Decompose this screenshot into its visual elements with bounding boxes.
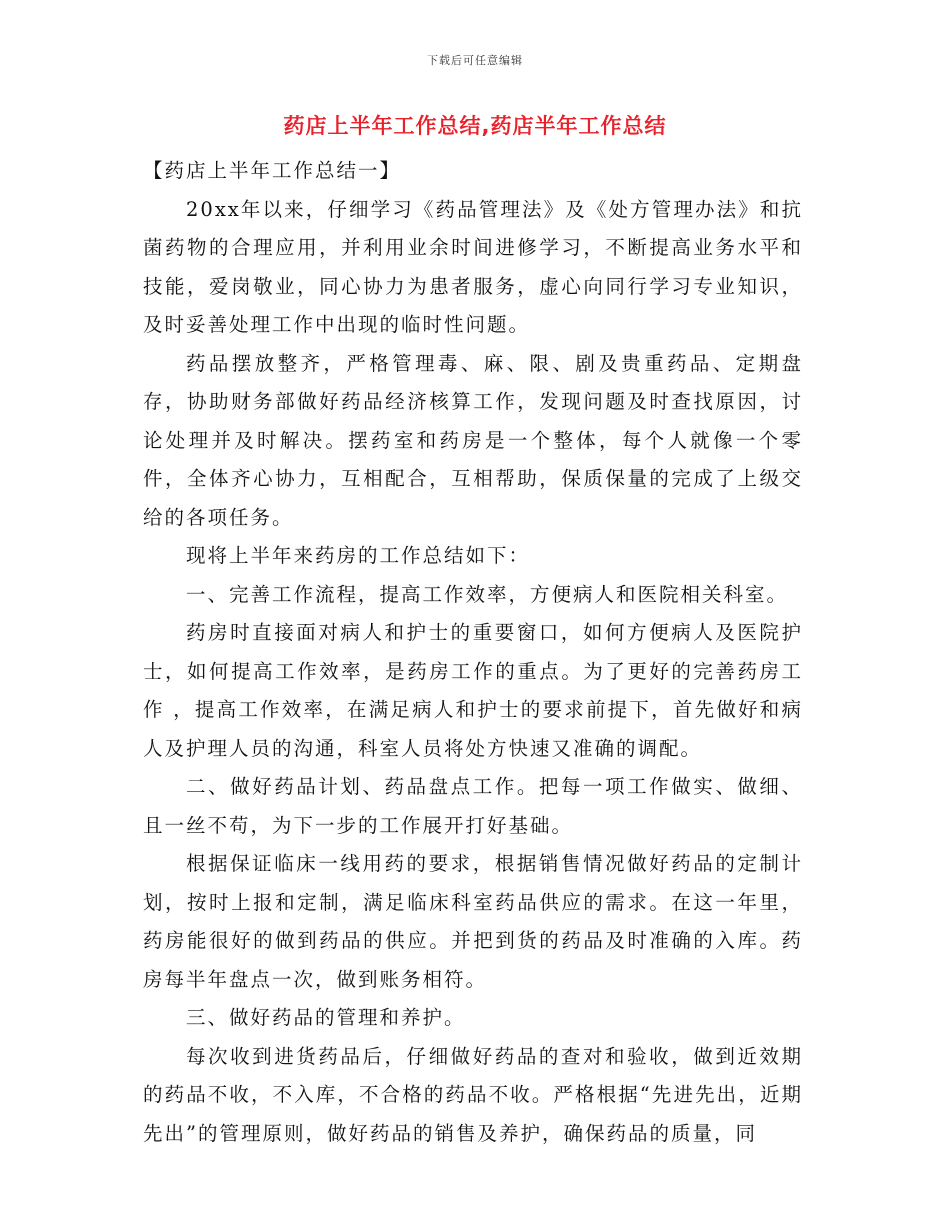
document-title: 药店上半年工作总结,药店半年工作总结 — [283, 114, 667, 138]
paragraph: 20xx年以来，仔细学习《药品管理法》及《处方管理办法》和抗菌药物的合理应用，并利用业余时间进修学习，不断提高业务水平和技能，爱岗敬业，同心协力为患者服务，虚心向同行学习专业知识，及时妥善处理工作中出现的临时性问题。 — [143, 197, 803, 336]
paragraph: 根据保证临床一线用药的要求，根据销售情况做好药品的定制计划，按时上报和定制，满足临床科室药品供应的需求。在这一年里，药房能很好的做到药品的供应。并把到货的药品及时准确的入库。药房每半年盘点一次，做到账务相符。 — [143, 852, 803, 991]
paragraph: 二、做好药品计划、药品盘点工作。把每一项工作做实、做细、且一丝不苟，为下一步的工作展开打好基础。 — [143, 775, 803, 837]
paragraph: 现将上半年来药房的工作总结如下： — [186, 544, 531, 567]
paragraph: 三、做好药品的管理和养护。 — [186, 1006, 466, 1029]
header-note: 下载后可任意编辑 — [427, 54, 523, 67]
paragraph: 药品摆放整齐，严格管理毒、麻、限、剧及贵重药品、定期盘存，协助财务部做好药品经济核算工作，发现问题及时查找原因，讨论处理并及时解决。摆药室和药房是一个整体，每个人就像一个零件，全体齐心协力，互相配合，互相帮助，保质保量的完成了上级交给的各项任务。 — [143, 351, 803, 529]
paragraph: 一、完善工作流程，提高工作效率，方便病人和医院相关科室。 — [186, 582, 789, 606]
paragraph: 药房时直接面对病人和护士的重要窗口，如何方便病人及医院护士，如何提高工作效率，是药房工作的重点。为了更好的完善药房工作 ，提高工作效率，在满足病人和护士的要求前提下，首先做好和病人及护理人员的沟通，科室人员将处方快速又准确的调配。 — [143, 621, 803, 760]
paragraph: 每次收到进货药品后，仔细做好药品的查对和验收，做到近效期的药品不收，不入库，不合格的药品不收。严格根据“先进先出，近期先出”的管理原则，做好药品的销售及养护，确保药品的质量，同 — [143, 1044, 803, 1145]
section-heading: 【药店上半年工作总结一】 — [143, 159, 402, 182]
document-body — [143, 152, 803, 1153]
